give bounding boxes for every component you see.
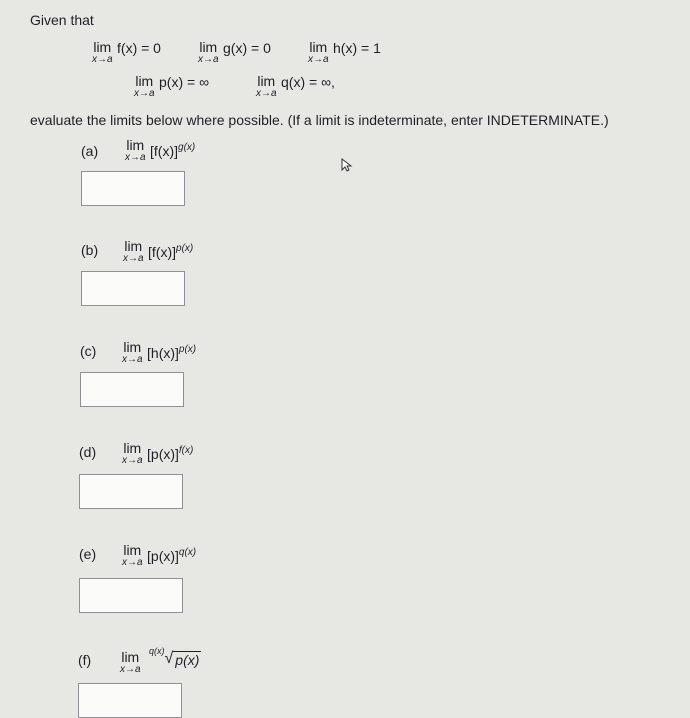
lim-word: lim <box>124 238 143 254</box>
part-d-base: [p(x)] <box>147 446 179 462</box>
part-f-label: (f) <box>78 652 92 668</box>
lim-sub: x→a <box>123 253 144 264</box>
part-b-exponent: p(x) <box>176 243 194 254</box>
lim-sub: x→a <box>92 54 113 65</box>
lim-word: lim <box>199 39 218 55</box>
part-f-limit <box>120 646 201 675</box>
intro-text: Given that <box>30 12 94 28</box>
instruction-text: evaluate the limits below where possible. (If a limit is indeterminate, enter INDETERMINATE.) <box>30 112 609 128</box>
part-b-answer-input[interactable] <box>81 271 185 306</box>
part-f-root-index: q(x) <box>149 646 165 656</box>
part-e-answer-input[interactable] <box>79 578 183 613</box>
part-a-base: [f(x)] <box>150 143 179 159</box>
part-b-base: [f(x)] <box>148 244 177 260</box>
part-c-label: (c) <box>80 343 97 359</box>
given-f <box>92 40 161 65</box>
mouse-pointer-icon <box>340 158 354 172</box>
lim-word: lim <box>121 649 140 665</box>
part-c-base: [h(x)] <box>147 345 179 361</box>
part-e-exponent: q(x) <box>178 547 197 558</box>
given-q-expr: q(x) = ∞, <box>281 74 335 90</box>
given-p <box>134 74 209 99</box>
lim-sub: x→a <box>308 54 329 65</box>
lim-word: lim <box>309 39 328 55</box>
part-f-radicand: p(x) <box>175 652 200 668</box>
part-b-limit <box>123 239 193 264</box>
lim-word: lim <box>123 542 142 558</box>
lim-word: lim <box>257 73 276 89</box>
part-c-answer-input[interactable] <box>80 372 184 407</box>
part-c-exponent: p(x) <box>178 344 197 355</box>
lim-sub: x→a <box>120 664 141 675</box>
part-e-label: (e) <box>79 546 97 562</box>
given-h <box>308 40 381 65</box>
part-a-exponent: g(x) <box>178 142 196 153</box>
given-p-expr: p(x) = ∞ <box>159 74 210 90</box>
lim-sub: x→a <box>198 54 219 65</box>
lim-sub: x→a <box>134 88 155 99</box>
lim-sub: x→a <box>122 354 143 365</box>
lim-word: lim <box>126 137 145 153</box>
part-e-base: [p(x)] <box>147 548 179 564</box>
part-a-answer-input[interactable] <box>81 171 185 206</box>
lim-sub: x→a <box>122 557 143 568</box>
part-a-label: (a) <box>81 143 99 159</box>
lim-word: lim <box>123 339 142 355</box>
lim-word: lim <box>135 73 154 89</box>
lim-sub: x→a <box>256 88 277 99</box>
part-d-answer-input[interactable] <box>79 474 183 509</box>
part-c-limit <box>122 340 196 365</box>
lim-sub: x→a <box>125 152 146 163</box>
given-g-expr: g(x) = 0 <box>223 40 271 56</box>
part-a-limit <box>125 138 195 163</box>
part-d-label: (d) <box>79 444 97 460</box>
given-q <box>256 74 335 99</box>
part-d-limit <box>122 441 193 466</box>
given-h-expr: h(x) = 1 <box>333 40 381 56</box>
part-e-limit <box>122 543 196 568</box>
given-g <box>198 40 271 65</box>
lim-sub: x→a <box>122 455 143 466</box>
lim-word: lim <box>123 440 142 456</box>
part-f-answer-input[interactable] <box>78 683 182 718</box>
radical-sign: √ <box>164 650 174 667</box>
lim-word: lim <box>93 39 112 55</box>
part-d-exponent: f(x) <box>178 445 194 456</box>
part-b-label: (b) <box>81 242 99 258</box>
given-f-expr: f(x) = 0 <box>117 40 161 56</box>
